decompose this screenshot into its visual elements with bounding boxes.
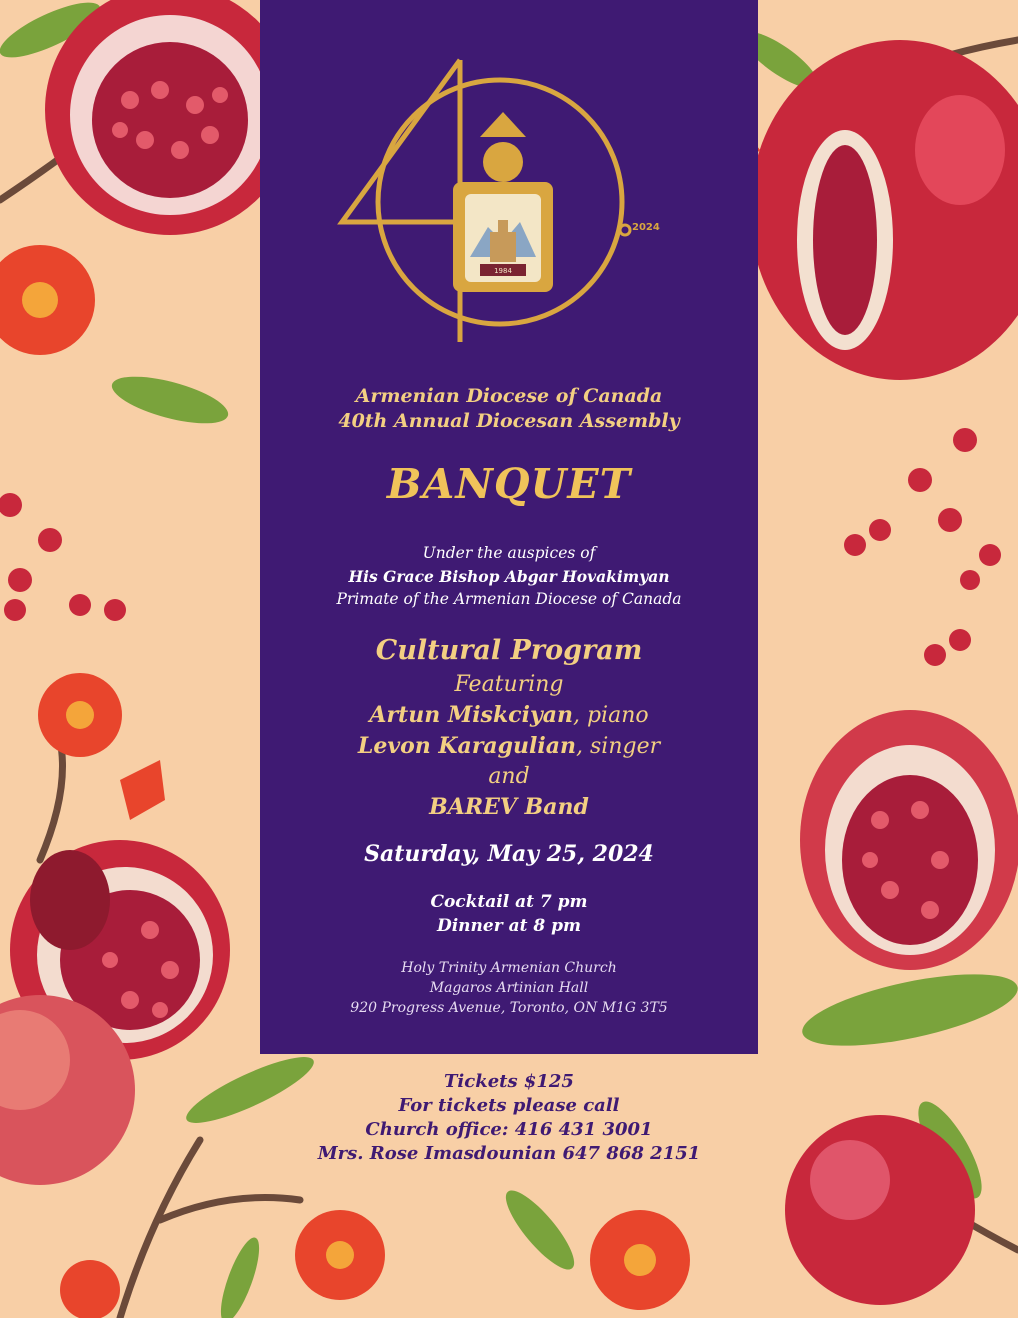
ticket-office-phone: Church office: 416 431 3001 — [365, 1119, 653, 1140]
venue-line-3: 920 Progress Avenue, Toronto, ON M1G 3T5 — [350, 1000, 668, 1016]
auspices-role: Primate of the Armenian Diocese of Canada — [336, 590, 682, 608]
performer-2-name: Levon Karagulian — [357, 733, 577, 759]
organization-heading — [260, 384, 758, 434]
ticket-price: Tickets $125 — [444, 1071, 574, 1092]
event-times — [260, 890, 758, 938]
venue-block — [260, 958, 758, 1018]
performer-1-role: , piano — [572, 703, 649, 728]
ticket-call: For tickets please call — [398, 1095, 620, 1116]
program-block — [260, 670, 758, 822]
performer-2-role: , singer — [576, 734, 661, 759]
anniversary-emblem — [330, 52, 670, 352]
emblem-year: 2024 — [632, 222, 660, 233]
program-band: BAREV Band — [429, 794, 589, 820]
emblem-crest-year: 1984 — [494, 267, 512, 275]
event-date: Saturday, May 25, 2024 — [364, 841, 654, 867]
ticket-contact-phone: Mrs. Rose Imasdounian 647 868 2151 — [317, 1143, 701, 1164]
org-line-1: Armenian Diocese of Canada — [355, 385, 663, 407]
page-title: BANQUET — [386, 460, 632, 508]
cocktail-time: Cocktail at 7 pm — [430, 892, 588, 912]
auspices-block — [260, 542, 758, 611]
org-line-2: 40th Annual Diocesan Assembly — [338, 410, 680, 432]
performer-1 — [260, 700, 758, 731]
program-heading: Cultural Program — [375, 635, 643, 666]
program-featuring: Featuring — [454, 672, 564, 697]
dinner-time: Dinner at 8 pm — [436, 916, 582, 936]
tickets-block — [240, 1070, 778, 1166]
performer-2 — [260, 731, 758, 762]
venue-line-2: Magaros Artinian Hall — [429, 980, 589, 996]
venue-line-1: Holy Trinity Armenian Church — [401, 960, 617, 976]
auspices-name: His Grace Bishop Abgar Hovakimyan — [348, 567, 670, 586]
program-and: and — [488, 764, 530, 789]
performer-1-name: Artun Miskciyan — [369, 702, 573, 728]
auspices-intro: Under the auspices of — [422, 544, 596, 562]
